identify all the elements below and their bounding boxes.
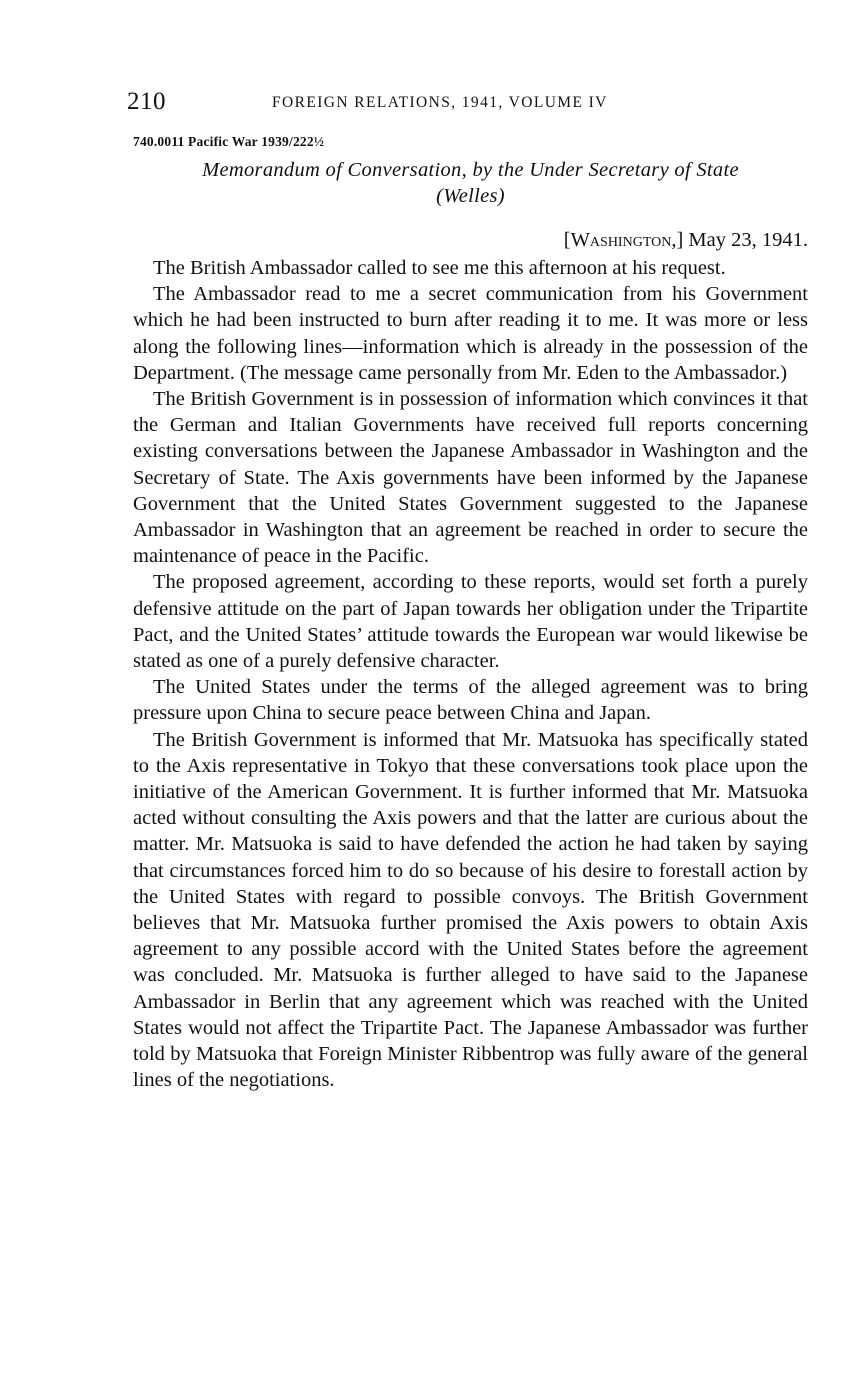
memorandum-body bbox=[133, 255, 808, 1094]
document-page bbox=[127, 88, 808, 1094]
paragraph: The proposed agreement, according to these reports, would set forth a purely defensive attitude on the part of Japan towards her obligation under the Tripartite Pact, and the United States’ attitude towards the European war would likewise be stated as one of a purely defensive character. bbox=[133, 571, 808, 673]
document-title bbox=[133, 157, 808, 209]
running-title: FOREIGN RELATIONS, 1941, VOLUME IV bbox=[272, 94, 608, 111]
paragraph: The British Government is informed that Mr. Matsuoka has specifically stated to the Axis representative in Tokyo that these conversations took place upon the initiative of the American Government. It is further informed that Mr. Matsuoka acted without consulting the Axis powers and that the latter are curious about the matter. Mr. Matsuoka is said to have defended the action he had taken by saying that circumstances forced him to do so because of his desire to forestall action by the United States with regard to possible convoys. The British Government believes that Mr. Matsuoka further promised the Axis powers to obtain Axis agreement to any possible accord with the United States before the agreement was concluded. Mr. Matsuoka is further alleged to have said to the Japanese Ambassador in Berlin that any agreement which was reached with the United States would not affect the Tripartite Pact. The Japanese Ambassador was further told by Matsuoka that Foreign Minister Ribbentrop was fully aware of the general lines of the negotiations. bbox=[133, 728, 808, 1092]
paragraph: The British Government is in possession of information which convinces it that the German and Italian Governments have received full reports concerning existing conversations between the Japanese Ambassador in Washington and the Secretary of State. The Axis governments have been informed by the Japanese Government that the United States Government suggested to the Japanese Ambassador in Washington that an agreement be reached in order to secure the maintenance of peace in the Pacific. bbox=[133, 388, 808, 568]
paragraph: The United States under the terms of the alleged agreement was to bring pressure upon China to secure peace between China and Japan. bbox=[133, 676, 808, 725]
running-header bbox=[127, 88, 808, 122]
document-title-line-1: Memorandum of Conversation, by the Under Secretary of State bbox=[202, 159, 739, 181]
document-title-line-2: (Welles) bbox=[436, 185, 505, 207]
paragraph: The Ambassador read to me a secret communication from his Government which he had been instructed to burn after reading it to me. It was more or less along the following lines—information which is already in the possession of the Department. (The message came personally from Mr. Eden to the Ambassador.) bbox=[133, 283, 808, 384]
dateline bbox=[133, 225, 808, 255]
page-number: 210 bbox=[127, 88, 166, 115]
file-reference: 740.0011 Pacific War 1939/222½ bbox=[133, 134, 325, 149]
paragraph: The British Ambassador called to see me this afternoon at his request. bbox=[153, 257, 726, 279]
dateline-place: [Washington,] bbox=[563, 229, 684, 251]
dateline-date: May 23, 1941. bbox=[688, 229, 808, 251]
